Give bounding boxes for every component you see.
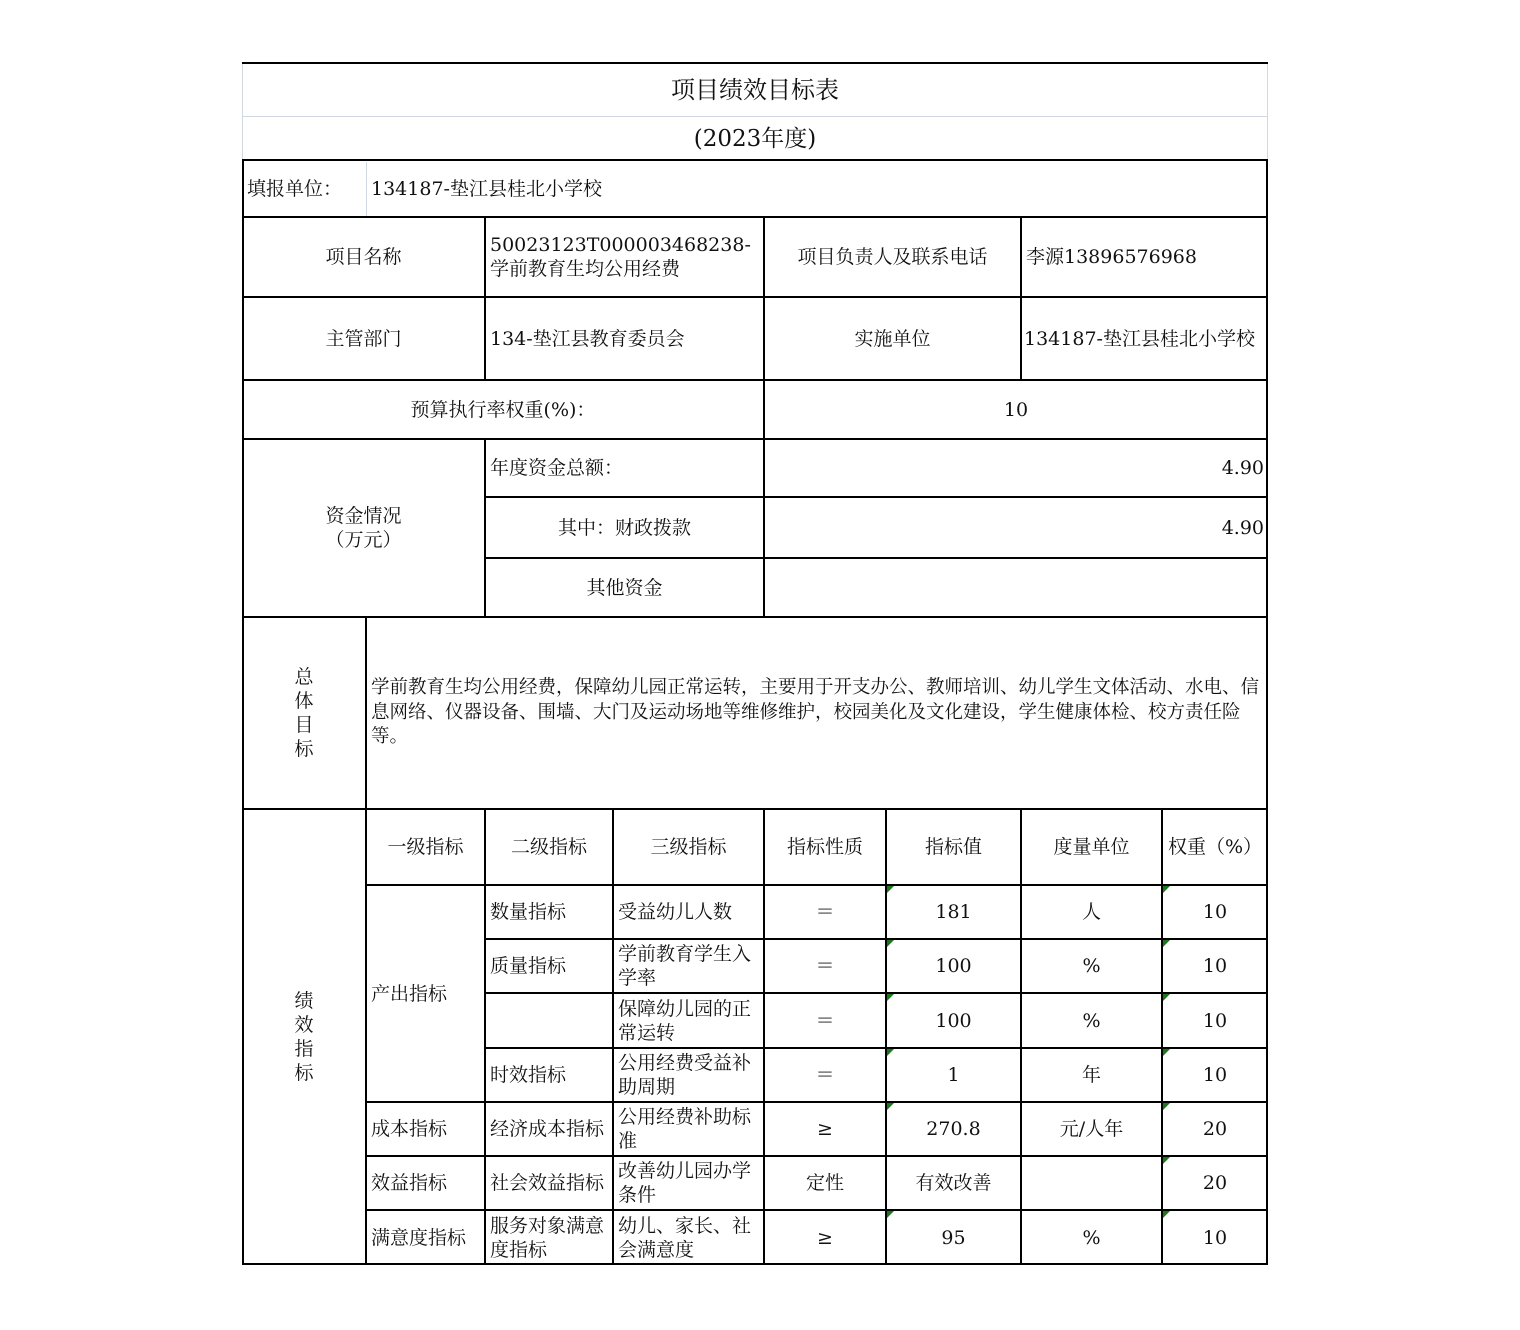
grid-line (1020, 809, 1022, 1265)
grid-line (485, 557, 1268, 559)
grid-line (242, 62, 1268, 64)
funds-label (242, 439, 485, 617)
grid-line (242, 808, 1268, 810)
row3-weight: 10 (1202, 1064, 1228, 1086)
header-level3: 三级指标 (650, 836, 727, 858)
project-name-value: 50023123T000003468238-学前教育生均公用经费 (490, 234, 751, 280)
indicators-label-char: 绩 (294, 990, 314, 1012)
row2-nature: ＝ (815, 1009, 835, 1032)
row1-nature: ＝ (815, 955, 835, 977)
grid-line (485, 496, 1268, 498)
project-name-label: 项目名称 (325, 246, 402, 268)
grid-line (242, 159, 1268, 161)
grid-line (242, 438, 1268, 440)
unit-value: 134187-垫江县桂北小学校 (371, 177, 602, 200)
grid-line (242, 116, 1268, 117)
cell-marker (887, 940, 894, 947)
row0-value: 181 (935, 901, 972, 923)
cell-marker (887, 1103, 894, 1110)
grid-line (242, 160, 244, 1265)
goal-label-char: 标 (294, 738, 314, 760)
grid-line (242, 296, 1268, 298)
row0-level2: 数量指标 (490, 901, 567, 923)
header-unit: 度量单位 (1053, 836, 1130, 858)
budget-weight-label: 预算执行率权重(%)： (410, 398, 596, 421)
grid-line (484, 809, 486, 1265)
row0-nature: ＝ (815, 901, 835, 923)
row0-weight: 10 (1202, 901, 1228, 923)
row5-unit (1021, 1156, 1162, 1210)
row0-unit: 人 (1081, 901, 1101, 923)
row3-unit: 年 (1081, 1064, 1101, 1086)
row4-nature: ≥ (817, 1118, 833, 1140)
goal-label-char: 目 (294, 714, 314, 736)
leader-value: 李源13896576968 (1026, 246, 1197, 268)
row6-value: 95 (941, 1226, 966, 1249)
grid-line (485, 1047, 1268, 1049)
row2-weight: 10 (1202, 1009, 1228, 1032)
grid-line (366, 162, 367, 216)
grid-line (242, 616, 1268, 618)
cell-marker (887, 1211, 894, 1218)
grid-line (366, 1101, 1268, 1103)
grid-line (885, 809, 887, 1265)
grid-line (612, 809, 614, 1265)
header-weight: 权重（%） (1167, 836, 1263, 858)
row4-level2: 经济成本指标 (490, 1118, 605, 1140)
indicators-label-char: 效 (294, 1014, 314, 1036)
funds-fiscal-label: 其中：财政拨款 (557, 516, 691, 539)
funds-total-label: 年度资金总额： (490, 457, 624, 479)
grid-line (763, 809, 765, 1265)
dept-label: 主管部门 (325, 327, 402, 350)
row1-level2: 质量指标 (490, 955, 567, 977)
grid-line (242, 216, 1268, 218)
row5-level3: 改善幼儿园办学条件 (618, 1160, 752, 1206)
row1-unit: % (1082, 955, 1101, 977)
unit-label: 填报单位： (247, 177, 343, 200)
grid-line (484, 439, 486, 617)
grid-line (485, 938, 1268, 940)
row3-value: 1 (947, 1064, 960, 1086)
row6-level3: 幼儿、家长、社会满意度 (618, 1214, 752, 1261)
group-benefit: 效益指标 (371, 1172, 448, 1194)
cell-marker (1163, 1211, 1170, 1218)
goal-label-char: 体 (294, 690, 314, 712)
performance-target-table (242, 62, 1268, 1265)
row4-level3: 公用经费补助标准 (618, 1106, 752, 1152)
row6-unit: % (1082, 1226, 1101, 1249)
grid-line (242, 62, 243, 160)
funds-other-label: 其他资金 (586, 576, 663, 599)
row3-level2: 时效指标 (490, 1064, 567, 1086)
grid-line (1020, 217, 1022, 380)
leader-label: 项目负责人及联系电话 (797, 246, 988, 268)
indicators-label-char: 标 (294, 1062, 314, 1084)
cell-marker (887, 994, 894, 1001)
grid-line (1161, 809, 1163, 1265)
year-subtitle: (2023年度) (693, 125, 817, 152)
grid-line (484, 217, 486, 380)
group-output: 产出指标 (371, 982, 448, 1005)
row1-weight: 10 (1202, 955, 1228, 977)
grid-line (242, 1263, 1268, 1265)
row4-value: 270.8 (926, 1118, 981, 1140)
row4-weight: 20 (1202, 1118, 1228, 1140)
header-level1: 一级指标 (387, 836, 464, 858)
cell-marker (1163, 1157, 1170, 1164)
funds-total-value: 4.90 (1221, 457, 1264, 479)
row4-unit: 元/人年 (1059, 1118, 1124, 1140)
row6-nature: ≥ (817, 1226, 833, 1249)
grid-line (365, 617, 367, 1265)
row5-weight: 20 (1202, 1172, 1228, 1194)
goal-label (242, 617, 366, 809)
grid-line (366, 884, 1268, 886)
row0-level3: 受益幼儿人数 (618, 901, 733, 923)
cell-marker (1163, 886, 1170, 893)
row5-value: 有效改善 (915, 1172, 992, 1194)
row6-level2: 服务对象满意度指标 (490, 1214, 605, 1261)
grid-line (242, 379, 1268, 381)
row1-value: 100 (935, 955, 972, 977)
row5-nature: 定性 (805, 1172, 844, 1194)
grid-line (485, 992, 1268, 994)
row6-weight: 10 (1202, 1226, 1228, 1249)
cell-marker (1163, 994, 1170, 1001)
dept-value: 134-垫江县教育委员会 (490, 327, 685, 350)
goal-label-char: 总 (294, 666, 314, 688)
group-cost: 成本指标 (371, 1118, 448, 1140)
row5-level2: 社会效益指标 (490, 1172, 605, 1194)
group-satisfaction: 满意度指标 (371, 1226, 467, 1249)
row1-level3: 学前教育学生入学率 (618, 943, 752, 989)
header-level2: 二级指标 (510, 836, 587, 858)
row3-nature: ＝ (815, 1064, 835, 1086)
indicators-label (242, 809, 366, 1265)
funds-label-line1: 资金情况 (325, 505, 402, 527)
goal-text: 学前教育生均公用经费，保障幼儿园正常运转，主要用于开支办公、教师培训、幼儿学生文体活动、水电、信息网络、仪器设备、围墙、大门及运动场地等维修维护，校园美化及文化建设，学生健康体检、校方责任险等。 (371, 677, 1260, 748)
funds-other-value (764, 558, 1268, 617)
header-value: 指标值 (924, 836, 982, 858)
cell-marker (887, 1049, 894, 1056)
row3-level3: 公用经费受益补助周期 (618, 1052, 752, 1098)
grid-line (366, 1209, 1268, 1211)
grid-line (1266, 160, 1268, 1265)
cell-marker (1163, 1103, 1170, 1110)
row2-level3: 保障幼儿园的正常运转 (618, 997, 752, 1044)
row2-level2 (485, 993, 613, 1048)
grid-line (366, 1155, 1268, 1157)
funds-fiscal-value: 4.90 (1221, 516, 1264, 539)
indicators-label-char: 指 (294, 1038, 314, 1060)
row2-value: 100 (935, 1009, 972, 1032)
cell-marker (887, 886, 894, 893)
grid-line (1267, 62, 1268, 160)
grid-line (763, 217, 765, 617)
page-title: 项目绩效目标表 (671, 75, 839, 104)
cell-marker (1163, 1049, 1170, 1056)
impl-value: 134187-垫江县桂北小学校 (1024, 327, 1255, 350)
funds-label-line2: （万元） (325, 529, 402, 551)
impl-label: 实施单位 (854, 327, 931, 350)
cell-marker (1163, 940, 1170, 947)
row2-unit: % (1082, 1009, 1101, 1032)
budget-weight-value: 10 (1003, 398, 1029, 421)
header-nature: 指标性质 (786, 836, 863, 858)
